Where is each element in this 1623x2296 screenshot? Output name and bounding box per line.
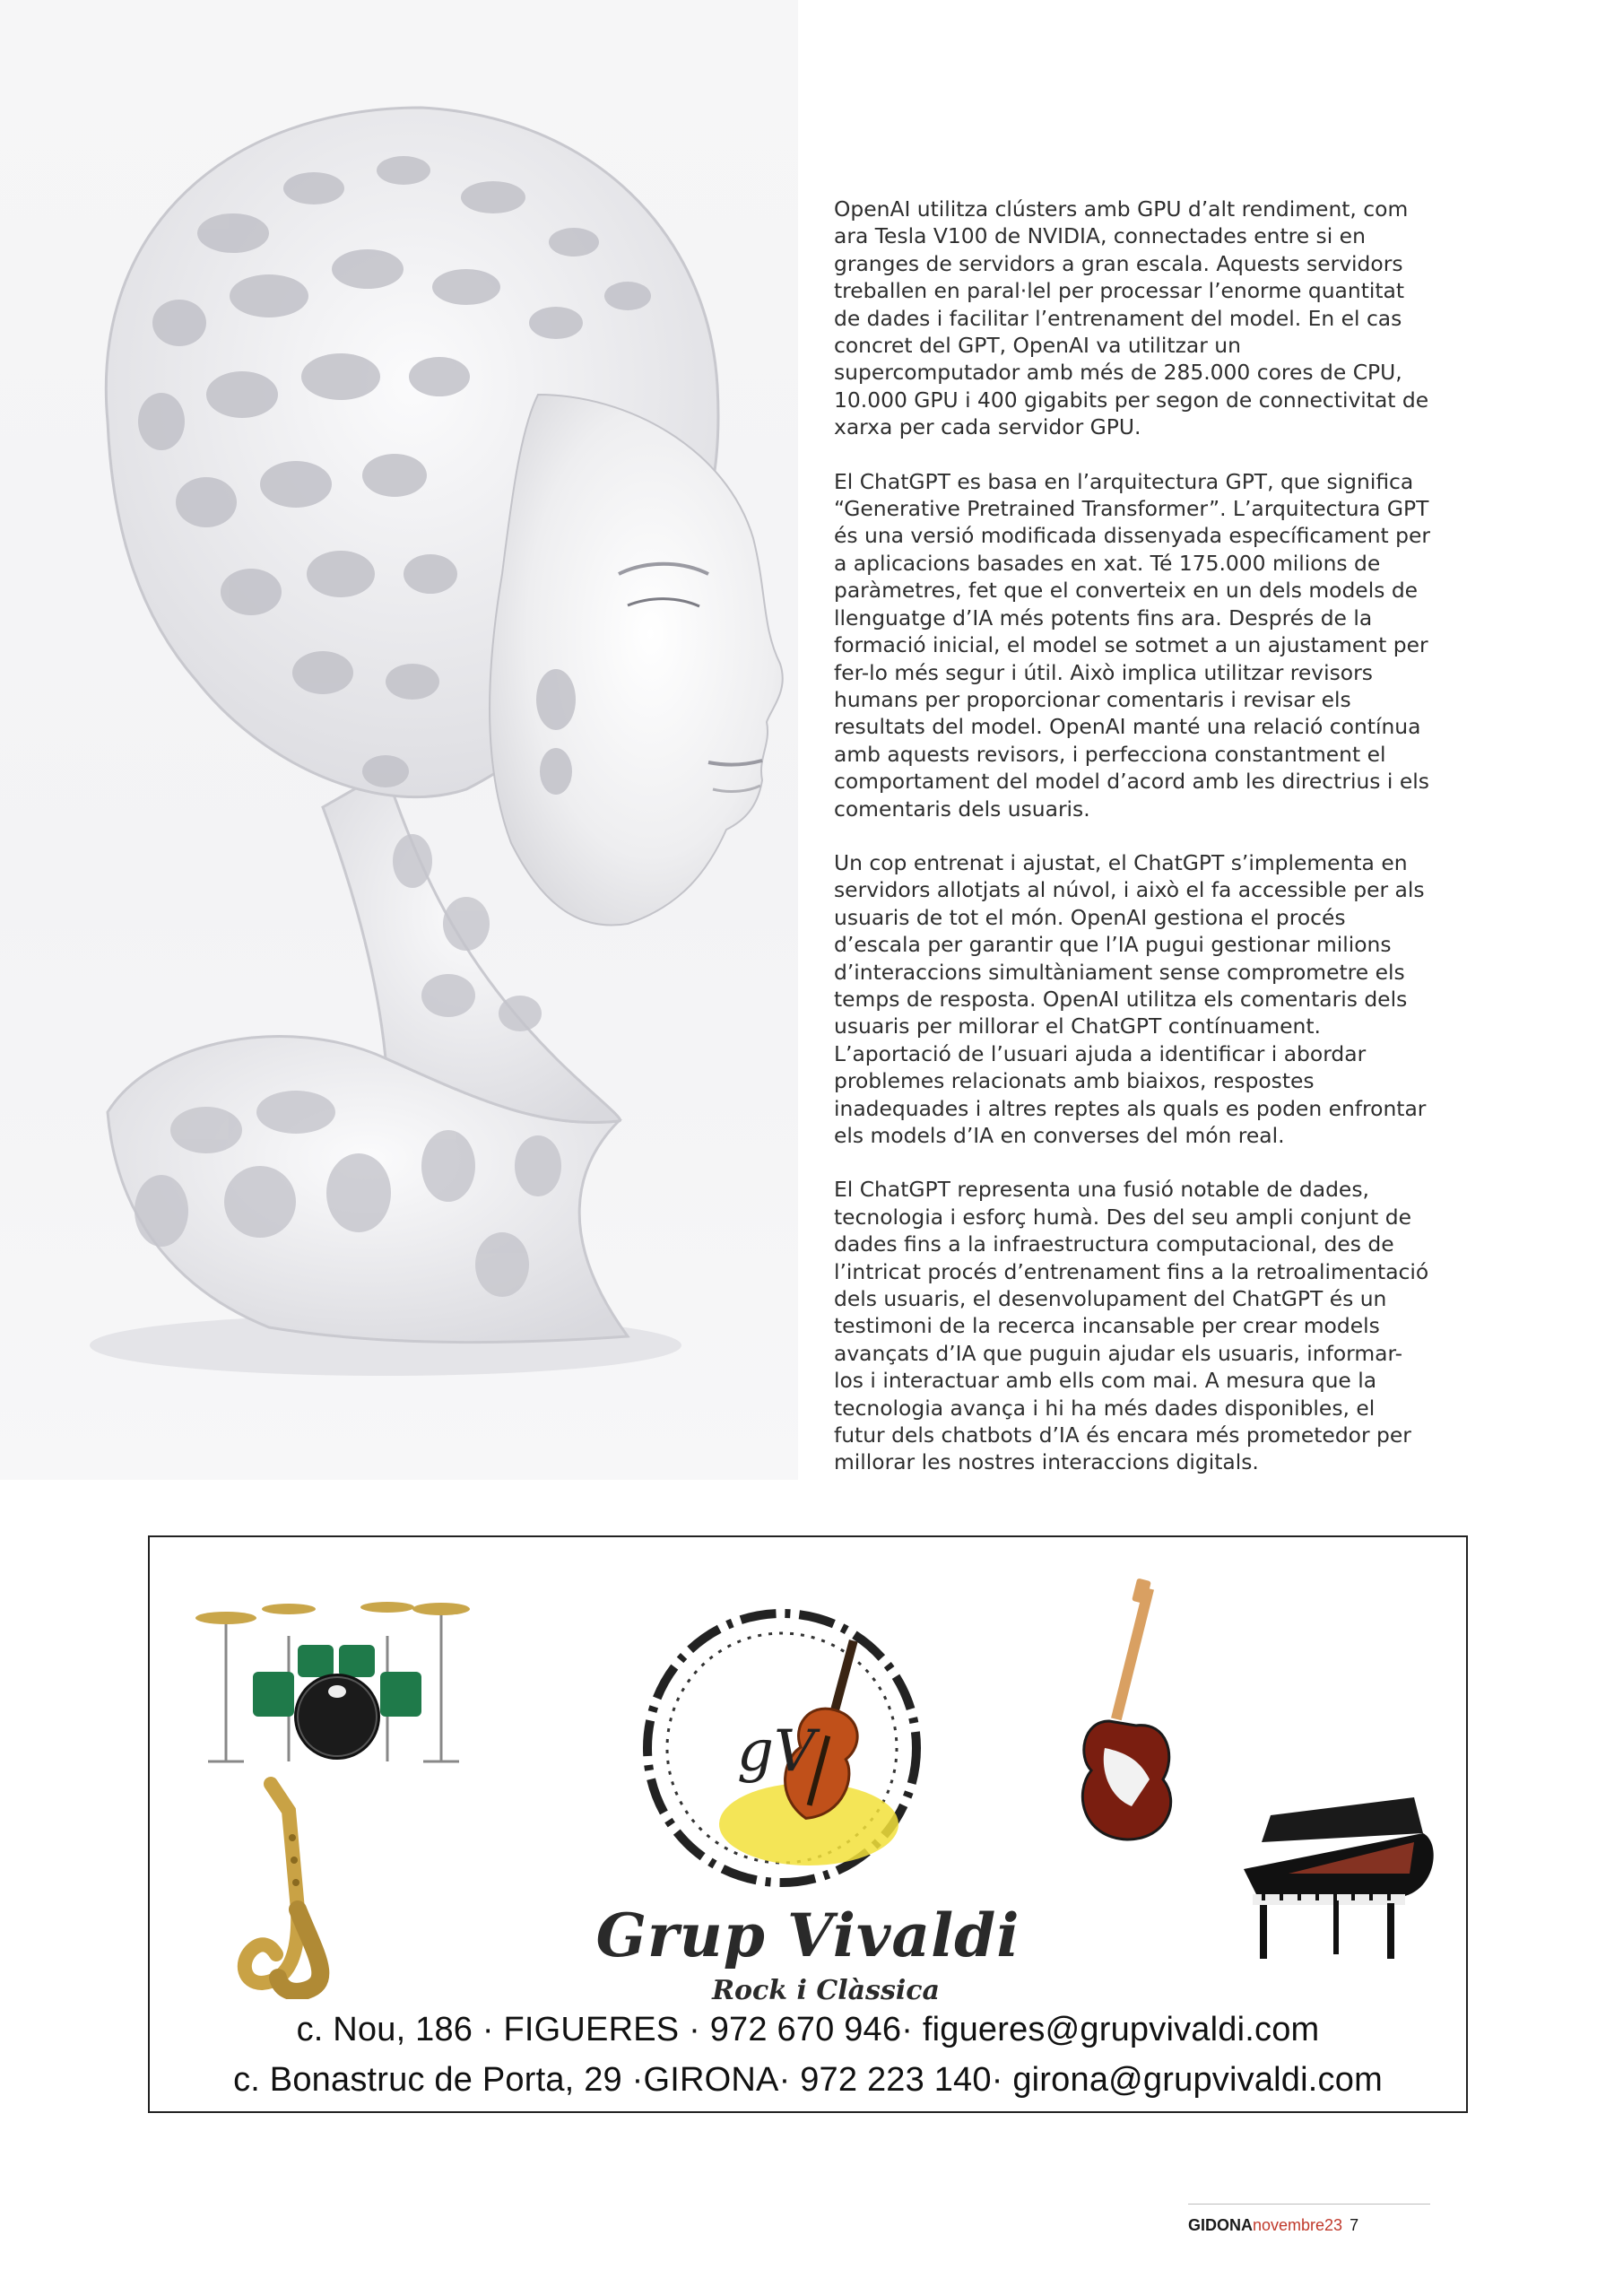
drum-kit-icon (190, 1582, 477, 1770)
advert-address-figueres: c. Nou, 186 · FIGUERES · 972 670 946· figueres@grupvivaldi.com (296, 2011, 1320, 2048)
grup-vivaldi-logo (638, 1600, 925, 1896)
article-paragraph-4: El ChatGPT representa una fusió notable de dades, tecnologia i esforç humà. Des del seu ampli conjunt de dades fins a la infraestructura computacional, des de l’intricat procés d’entrenament fins a la retroalimentació dels usuaris, el desenvolupament del ChatGPT és un testimoni de la recerca incansable per crear models avançats d’IA que puguin ajudar els usuaris, informar-los i interactuar amb ells com mai. A mesura que la tecnologia avança i hi ha més dades disponibles, el futur dels chatbots d’IA és encara més prometedor per millorar les nostres interaccions digitals. (834, 1177, 1429, 1475)
footer-magazine-name: GIDONA (1188, 2216, 1253, 2234)
hero-sculpture-image (0, 0, 798, 1480)
advert-address-girona: c. Bonastruc de Porta, 29 ·GIRONA· 972 223 140· girona@grupvivaldi.com (233, 2061, 1383, 2099)
grup-vivaldi-advert (148, 1535, 1468, 2113)
article-body (834, 196, 1430, 1503)
footer-divider (1188, 2204, 1430, 2205)
footer-page-number: 7 (1350, 2216, 1359, 2234)
sculpture-illustration (0, 0, 798, 1480)
logo-monogram: gV (737, 1718, 816, 1785)
article-paragraph-2: El ChatGPT es basa en l’arquitectura GPT, que significa “Generative Pretrained Transformer”. L’arquitectura GPT és una versió modificada dissenyada específicament per a aplicacions basades en xat. Té 175.000 milions de paràmetres, fet que el converteix en un dels models de llenguatge d’IA més potents fins ara. Després de la formació inicial, el model se sotmet a un ajustament per fer-lo més segur i útil. Això implica utilitzar revisors humans per proporcionar comentaris i revisar els resultats del model. OpenAI manté una relació contínua amb aquests revisors, i perfecciona constantment el comportament del model d’acord amb les directrius i els comentaris dels usuaris. (834, 468, 1430, 822)
footer-issue-month: novembre23 (1253, 2216, 1343, 2234)
article-paragraph-3: Un cop entrenat i ajustat, el ChatGPT s’implementa en servidors allotjats al núvol, i això el fa accessible per als usuaris de tot el món. OpenAI gestiona el procés d’escala per garantir que l’IA pugui gestionar milions d’interaccions simultàniament sense comprometre els temps de resposta. OpenAI utilitza els comentaris dels usuaris per millorar el ChatGPT contínuament. L’aportació de l’usuari ajuda a identificar i abordar problemes relacionats amb biaixos, respostes inadequades i altres reptes als quals es poden enfrontar els models d’IA en converses del món real. (834, 849, 1427, 1148)
page-footer (1188, 2216, 1358, 2235)
electric-guitar-icon (1064, 1578, 1190, 1847)
advert-brand-name: Grup Vivaldi (595, 1900, 1020, 1970)
article-paragraph-1: OpenAI utilitza clústers amb GPU d’alt rendiment, com ara Tesla V100 de NVIDIA, connectades entre si en granges de servidors a gran escala. Aquests servidors treballen en paral·lel per processar l’enorme quantitat de dades i facilitar l’entrenament del model. En el cas concret del GPT, OpenAI va utilitzar un supercomputador amb més de 285.000 cores de CPU, 10.000 GPU i 400 gigabits per segon de connectivitat de xarxa per cada servidor GPU. (834, 196, 1429, 440)
advert-tagline: Rock i Clàssica (712, 1975, 940, 2006)
